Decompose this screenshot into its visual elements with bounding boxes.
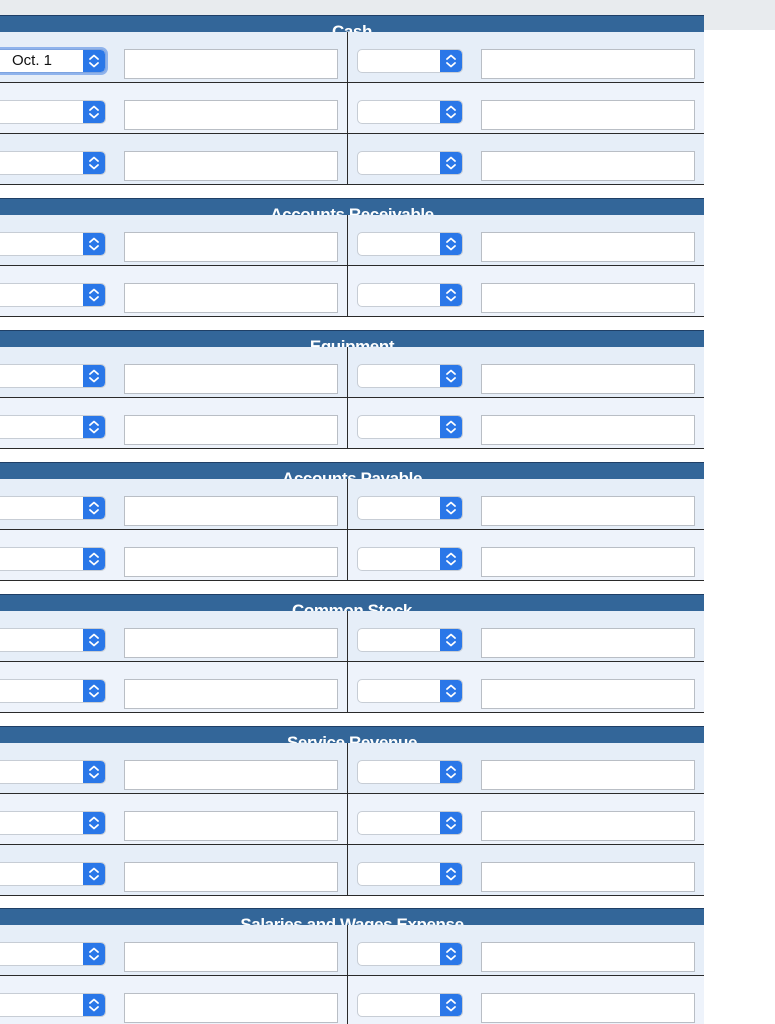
t-account-divider xyxy=(347,83,348,133)
t-account-divider xyxy=(347,662,348,712)
credit-date-select[interactable] xyxy=(357,151,463,175)
debit-date-select[interactable] xyxy=(0,49,106,73)
ledger-row xyxy=(0,662,704,713)
chevron-up-down-icon[interactable] xyxy=(83,284,105,306)
ledger-row xyxy=(0,266,704,317)
debit-date-select[interactable] xyxy=(0,862,106,886)
ledger-row xyxy=(0,925,704,976)
chevron-up-down-icon[interactable] xyxy=(440,101,462,123)
credit-date-select[interactable] xyxy=(357,993,463,1017)
credit-date-select[interactable] xyxy=(357,364,463,388)
t-account-divider xyxy=(347,976,348,1024)
debit-date-select[interactable] xyxy=(0,364,106,388)
debit-date-select[interactable] xyxy=(0,760,106,784)
ledger-row xyxy=(0,347,704,398)
credit-date-select[interactable] xyxy=(357,415,463,439)
chevron-up-down-icon[interactable] xyxy=(83,365,105,387)
credit-amount-input[interactable] xyxy=(481,811,695,841)
credit-date-select[interactable] xyxy=(357,547,463,571)
ledger-row xyxy=(0,83,704,134)
credit-amount-input[interactable] xyxy=(481,232,695,262)
chevron-up-down-icon[interactable] xyxy=(440,365,462,387)
debit-amount-input[interactable] xyxy=(124,283,338,313)
credit-date-select[interactable] xyxy=(357,49,463,73)
t-account-divider xyxy=(347,215,348,265)
credit-date-select[interactable] xyxy=(357,760,463,784)
credit-date-select[interactable] xyxy=(357,232,463,256)
debit-amount-input[interactable] xyxy=(124,993,338,1023)
chevron-up-down-icon[interactable] xyxy=(83,233,105,255)
debit-amount-input[interactable] xyxy=(124,862,338,892)
chevron-up-down-icon[interactable] xyxy=(440,548,462,570)
chevron-up-down-icon[interactable] xyxy=(440,943,462,965)
t-account-divider xyxy=(347,743,348,793)
chevron-up-down-icon[interactable] xyxy=(83,680,105,702)
debit-date-select[interactable] xyxy=(0,628,106,652)
debit-amount-input[interactable] xyxy=(124,151,338,181)
debit-amount-input[interactable] xyxy=(124,679,338,709)
debit-date-select[interactable] xyxy=(0,679,106,703)
chevron-up-down-icon[interactable] xyxy=(83,101,105,123)
t-account-divider xyxy=(347,794,348,844)
credit-amount-input[interactable] xyxy=(481,862,695,892)
debit-date-select[interactable] xyxy=(0,496,106,520)
chevron-up-down-icon[interactable] xyxy=(83,863,105,885)
debit-date-value: Oct. 1 xyxy=(12,52,53,69)
debit-date-select[interactable] xyxy=(0,232,106,256)
debit-amount-input[interactable] xyxy=(124,942,338,972)
credit-amount-input[interactable] xyxy=(481,496,695,526)
credit-amount-input[interactable] xyxy=(481,760,695,790)
t-account-divider xyxy=(347,479,348,529)
ledger-row xyxy=(0,32,704,83)
credit-date-select[interactable] xyxy=(357,628,463,652)
credit-date-select[interactable] xyxy=(357,862,463,886)
chevron-up-down-icon[interactable] xyxy=(440,50,462,72)
chevron-up-down-icon[interactable] xyxy=(83,152,105,174)
credit-amount-input[interactable] xyxy=(481,993,695,1023)
credit-amount-input[interactable] xyxy=(481,151,695,181)
credit-amount-input[interactable] xyxy=(481,100,695,130)
credit-amount-input[interactable] xyxy=(481,364,695,394)
debit-amount-input[interactable] xyxy=(124,547,338,577)
debit-date-select[interactable] xyxy=(0,993,106,1017)
chevron-up-down-icon[interactable] xyxy=(440,994,462,1016)
chevron-up-down-icon[interactable] xyxy=(440,233,462,255)
t-account-divider xyxy=(347,134,348,184)
chevron-up-down-icon[interactable] xyxy=(83,629,105,651)
ledger-row xyxy=(0,398,704,449)
debit-date-select[interactable] xyxy=(0,547,106,571)
debit-date-select[interactable] xyxy=(0,283,106,307)
credit-date-select[interactable] xyxy=(357,942,463,966)
chevron-up-down-icon[interactable] xyxy=(440,629,462,651)
debit-amount-input[interactable] xyxy=(124,49,338,79)
ledger-row xyxy=(0,611,704,662)
chevron-up-down-icon[interactable] xyxy=(440,761,462,783)
credit-date-select[interactable] xyxy=(357,811,463,835)
debit-date-select[interactable] xyxy=(0,942,106,966)
debit-date-select[interactable] xyxy=(0,811,106,835)
debit-date-select[interactable] xyxy=(0,100,106,124)
debit-date-select[interactable] xyxy=(0,151,106,175)
credit-amount-input[interactable] xyxy=(481,415,695,445)
chevron-up-down-icon[interactable] xyxy=(440,680,462,702)
chevron-up-down-icon[interactable] xyxy=(440,416,462,438)
credit-date-select[interactable] xyxy=(357,679,463,703)
chevron-up-down-icon[interactable] xyxy=(440,152,462,174)
credit-date-select[interactable] xyxy=(357,496,463,520)
t-account-divider xyxy=(347,347,348,397)
credit-date-select[interactable] xyxy=(357,100,463,124)
debit-amount-input[interactable] xyxy=(124,100,338,130)
ledger-row xyxy=(0,479,704,530)
credit-amount-input[interactable] xyxy=(481,49,695,79)
credit-amount-input[interactable] xyxy=(481,283,695,313)
ledger-row xyxy=(0,134,704,185)
chevron-up-down-icon[interactable] xyxy=(83,761,105,783)
chevron-up-down-icon[interactable] xyxy=(83,994,105,1016)
debit-amount-input[interactable] xyxy=(124,232,338,262)
debit-amount-input[interactable] xyxy=(124,760,338,790)
credit-date-select[interactable] xyxy=(357,283,463,307)
ledger-row xyxy=(0,743,704,794)
debit-amount-input[interactable] xyxy=(124,364,338,394)
credit-amount-input[interactable] xyxy=(481,679,695,709)
chevron-up-down-icon[interactable] xyxy=(440,284,462,306)
ledger-row xyxy=(0,215,704,266)
debit-amount-input[interactable] xyxy=(124,628,338,658)
chevron-up-down-icon[interactable] xyxy=(83,50,105,72)
chevron-up-down-icon[interactable] xyxy=(83,416,105,438)
chevron-up-down-icon[interactable] xyxy=(440,812,462,834)
chevron-up-down-icon[interactable] xyxy=(440,863,462,885)
credit-amount-input[interactable] xyxy=(481,942,695,972)
credit-amount-input[interactable] xyxy=(481,628,695,658)
ledger-row xyxy=(0,794,704,845)
t-account-divider xyxy=(347,398,348,448)
ledger-row xyxy=(0,976,704,1024)
t-account-divider xyxy=(347,845,348,895)
chevron-up-down-icon[interactable] xyxy=(440,497,462,519)
t-account-divider xyxy=(347,925,348,975)
ledger-row xyxy=(0,530,704,581)
t-account-divider xyxy=(347,530,348,580)
t-account-divider xyxy=(347,32,348,82)
debit-amount-input[interactable] xyxy=(124,811,338,841)
ledger-row xyxy=(0,845,704,896)
chevron-up-down-icon[interactable] xyxy=(83,497,105,519)
debit-amount-input[interactable] xyxy=(124,415,338,445)
chevron-up-down-icon[interactable] xyxy=(83,943,105,965)
debit-amount-input[interactable] xyxy=(124,496,338,526)
chevron-up-down-icon[interactable] xyxy=(83,812,105,834)
t-account-divider xyxy=(347,611,348,661)
t-account-divider xyxy=(347,266,348,316)
debit-date-select[interactable] xyxy=(0,415,106,439)
credit-amount-input[interactable] xyxy=(481,547,695,577)
chevron-up-down-icon[interactable] xyxy=(83,548,105,570)
